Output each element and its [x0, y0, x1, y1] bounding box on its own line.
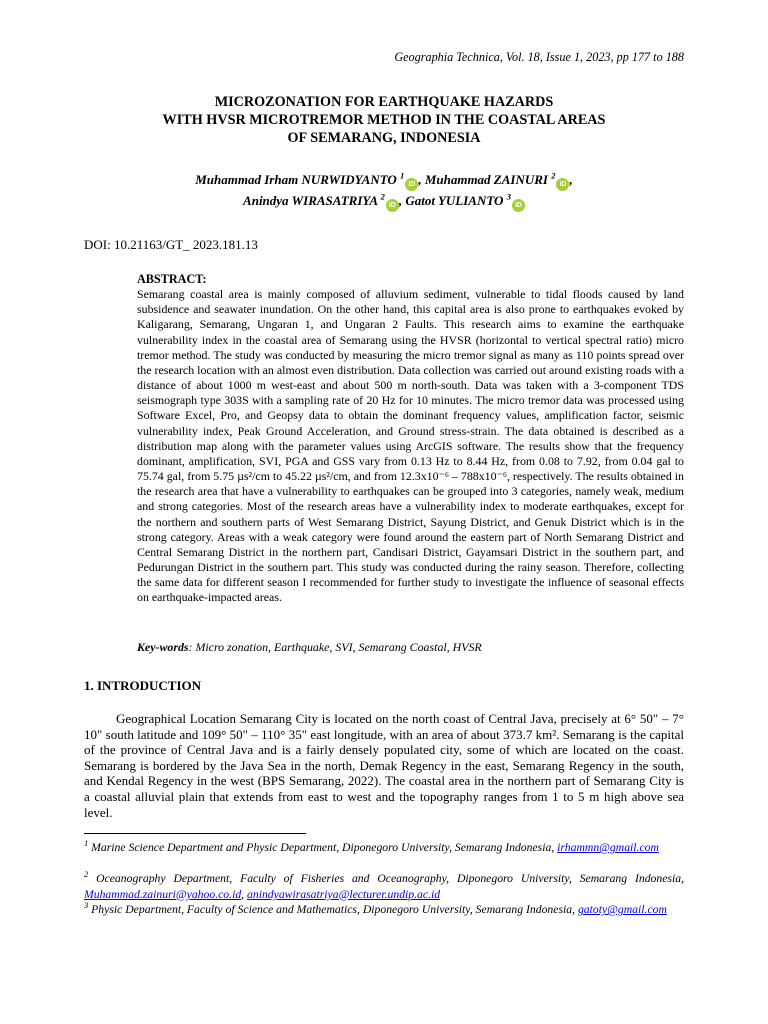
footnote-number: 1: [84, 838, 89, 849]
footnote: [84, 840, 684, 856]
title-line: OF SEMARANG, INDONESIA: [287, 130, 481, 146]
email-link[interactable]: anindyawirasatriya@lecturer.undip.ac.id: [247, 887, 441, 901]
footnote-text: Physic Department, Faculty of Science and Mathematics, Diponegoro University, Semarang Indonesia,: [88, 903, 578, 916]
orcid-icon[interactable]: iD: [556, 178, 569, 191]
footnote: [84, 902, 684, 918]
abstract-text: Semarang coastal area is mainly composed of alluvium sediment, vulnerable to tidal floods caused by land subsidence and seawater inundation. On the other hand, this capital area is also prone to earthquakes evoked by Kaligarang, Semarang, Ungaran 1, and Ungaran 2 Faults. This research aims to examine the earthquake vulnerability index in the coastal area of Semarang using the HVSR (horizontal to vertical spectral ratio) micro tremor method. The study was conducted by measuring the micro tremor signal as many as 110 points spread over the research location with an almost even distribution. Data collection was carried out around existing roads with a distance of about 1000 m west-east and about 500 m north-south. Data was taken with a 3-component TDS seismograph type 303S with a sampling rate of 20 Hz for 10 minutes. The micro tremor data was processed using Software Excel, Pro, and Geopsy data to obtain the dominant frequency values, amplification factor, seismic vulnerability index, Peak Ground Acceleration, and Ground stress-strain. The data obtained is described as a distribution map along with the parameter values using ArcGIS software. The results show that the frequency dominant, amplification, SVI, PGA and GSS vary from 0.13 Hz to 8.44 Hz, from 0.08 to 7.92, from 0.04 gal to 75.74 gal, from 5.75 µs²/cm to 45.22 µs²/cm, and from 12.3x10⁻⁶ – 788x10⁻⁶, respectively. The results obtained in the research area that have a vulnerability to earthquakes can be grouped into 3 categories, namely weak, medium and strong categories. Most of the research areas have a vulnerability index to moderate earthquakes, except for the northern and southern parts of West Semarang District, Sayung District, and Genuk District which is in the strong category. Areas with a weak category were found around the eastern part of North Semarang District and Central Semarang District in the northern part, Candisari District, Gayamsari District in the southern part, and Pedurungan District in the southern part. This study was conducted during the rainy season. Therefore, collecting the same data for different season I recommended for further study to investigate the influence of seasonal effects on earthquake-impacted areas.: [137, 287, 684, 605]
footnote: [84, 871, 684, 902]
footnote-text: Marine Science Department and Physic Department, Diponegoro University, Semarang Indonesia,: [88, 841, 558, 854]
author-separator: ,: [569, 172, 573, 187]
email-link[interactable]: gatoty@gmail.com: [577, 903, 667, 916]
doi: DOI: 10.21163/GT_ 2023.181.13: [84, 237, 258, 252]
author-line: [0, 170, 768, 191]
author-separator: ,: [418, 172, 425, 187]
footnote-divider: [84, 833, 306, 834]
orcid-icon[interactable]: iD: [405, 178, 418, 191]
keywords-label: Key-words: [137, 640, 189, 654]
author-name: Muhammad ZAINURI: [424, 172, 548, 187]
email-link[interactable]: irhammn@gmail.com: [557, 841, 659, 854]
section-heading: 1. INTRODUCTION: [84, 678, 202, 693]
author-affiliation: 2: [551, 170, 556, 181]
abstract: [137, 272, 684, 605]
author-name: Gatot YULIANTO: [405, 193, 504, 208]
title-line: MICROZONATION FOR EARTHQUAKE HAZARDS: [214, 94, 554, 110]
abstract-heading: ABSTRACT:: [137, 272, 207, 286]
paper-title: [0, 93, 768, 147]
email-separator: ,: [241, 887, 248, 901]
footnote-text: Oceanography Department, Faculty of Fisheries and Oceanography, Diponegoro University, Semarang Indonesia,: [88, 872, 684, 885]
author-separator: ,: [398, 193, 406, 208]
author-list: [0, 170, 768, 212]
author-name: Muhammad Irham NURWIDYANTO: [195, 172, 397, 187]
email-link[interactable]: Muhammad.zainuri@yahoo.co.id: [84, 887, 242, 901]
author-affiliation: 2: [380, 191, 385, 202]
intro-paragraph: Geographical Location Semarang City is located on the north coast of Central Java, precisely at 6° 50" – 7° 10" south latitude and 109° 50" – 110° 35" east longitude, with an area of about 373.7 km². Semarang is the capital of the province of Central Java and is a fairly densely populated city, some of which are located on the coast. Semarang is bordered by the Java Sea in the north, Demak Regency in the east, Semarang Regency in the south, and Kendal Regency in the west (BPS Semarang, 2022). The coastal area in the northern part of Semarang City is a coastal alluvial plain that extends from east to west and the topography ranges from 1 to 5 m high above sea level.: [84, 711, 684, 820]
orcid-icon[interactable]: iD: [512, 199, 525, 212]
footnote-number: 3: [84, 900, 89, 911]
orcid-icon[interactable]: iD: [386, 199, 399, 212]
author-line: [0, 191, 768, 212]
title-line: WITH HVSR MICROTREMOR METHOD IN THE COASTAL AREAS: [162, 112, 606, 128]
footnote-number: 2: [84, 869, 89, 880]
author-affiliation: 1: [400, 170, 405, 181]
keywords: [137, 640, 482, 655]
author-name: Anindya WIRASATRIYA: [243, 193, 378, 208]
journal-header: Geographia Technica, Vol. 18, Issue 1, 2023, pp 177 to 188: [394, 50, 684, 64]
keywords-text: : Micro zonation, Earthquake, SVI, Semarang Coastal, HVSR: [188, 640, 482, 654]
author-affiliation: 3: [506, 191, 511, 202]
